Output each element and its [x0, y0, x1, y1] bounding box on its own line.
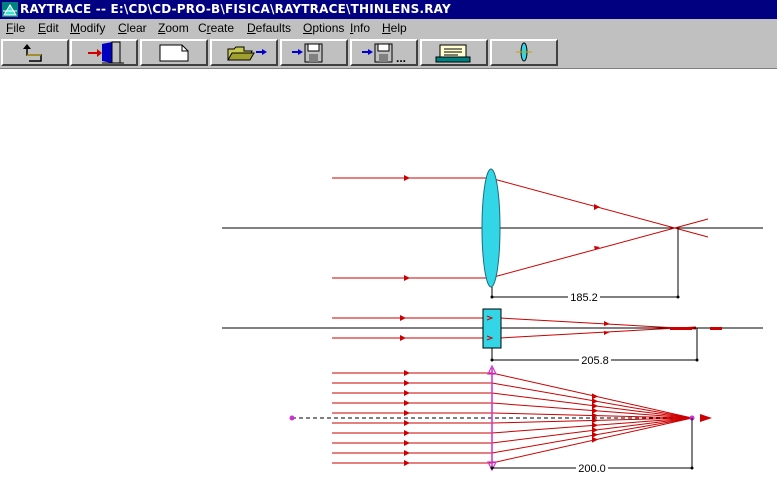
exit-door-icon: [72, 41, 136, 64]
menu-info[interactable]: Info: [350, 21, 371, 35]
save-as-button[interactable]: [350, 39, 418, 66]
ray-arrow: [404, 440, 410, 446]
distance-label-2: 205.8: [581, 355, 609, 367]
save-as-disk-icon: [352, 41, 416, 64]
ray-arrow: [592, 432, 598, 438]
undo-button[interactable]: [1, 39, 69, 66]
lens-icon: [492, 41, 556, 64]
print-scroll-icon: [422, 41, 486, 64]
app-icon: [2, 2, 18, 17]
menu-clear[interactable]: Clear: [118, 21, 147, 35]
title-bar: [0, 0, 777, 19]
menu-zoom[interactable]: Zoom: [158, 21, 189, 35]
save-as-ellipsis: ...: [396, 51, 407, 64]
ray-arrow: [404, 430, 410, 436]
drawing-canvas[interactable]: [0, 69, 777, 485]
exit-button[interactable]: [70, 39, 138, 66]
save-disk-icon: [282, 41, 346, 64]
lens-setup-2: [222, 309, 763, 367]
ray-arrow: [404, 450, 410, 456]
menu-create[interactable]: Create: [198, 21, 235, 35]
ray-arrow: [404, 370, 410, 376]
ray-arrow: [404, 420, 410, 426]
thick-lens-2[interactable]: [483, 309, 501, 348]
menu-bar: [0, 19, 777, 38]
new-page-icon: [142, 41, 206, 64]
ray-arrow: [404, 390, 410, 396]
open-button[interactable]: [210, 39, 278, 66]
distance-label-1: 185.2: [570, 292, 598, 304]
lens-button[interactable]: [490, 39, 558, 66]
ray-arrow: [404, 400, 410, 406]
ray-arrow: [592, 408, 598, 414]
menu-edit[interactable]: Edit: [38, 21, 59, 35]
ray-arrow: [592, 403, 598, 409]
ray-arrow: [404, 460, 410, 466]
distance-label-3: 200.0: [578, 463, 606, 475]
object-point[interactable]: [290, 416, 295, 421]
ray-arrow: [404, 410, 410, 416]
menu-defaults[interactable]: Defaults: [247, 21, 292, 35]
open-folder-icon: [212, 41, 276, 64]
print-button[interactable]: [420, 39, 488, 66]
menu-modify[interactable]: Modify: [70, 21, 106, 35]
undo-icon: [3, 41, 67, 64]
new-button[interactable]: [140, 39, 208, 66]
ray-arrow: [592, 437, 598, 443]
ray-arrow: [592, 427, 598, 433]
converging-lens-1[interactable]: [482, 169, 500, 287]
menu-file[interactable]: File: [6, 21, 26, 35]
lens-setup-1: [222, 169, 763, 304]
window-title: RAYTRACE -- E:\CD\CD-PRO-B\FISICA\RAYTRACE\THINLENS.RAY: [20, 2, 451, 16]
toolbar: [0, 38, 777, 69]
ray-arrow: [592, 398, 598, 404]
ray-arrow: [592, 393, 598, 399]
ray-diagram: [0, 69, 777, 485]
menu-options[interactable]: Options: [303, 21, 345, 35]
menu-help[interactable]: Help: [382, 21, 407, 35]
lens-setup-3: [290, 366, 713, 475]
ray-arrow: [404, 380, 410, 386]
ray-arrow: [592, 422, 598, 428]
save-button[interactable]: [280, 39, 348, 66]
